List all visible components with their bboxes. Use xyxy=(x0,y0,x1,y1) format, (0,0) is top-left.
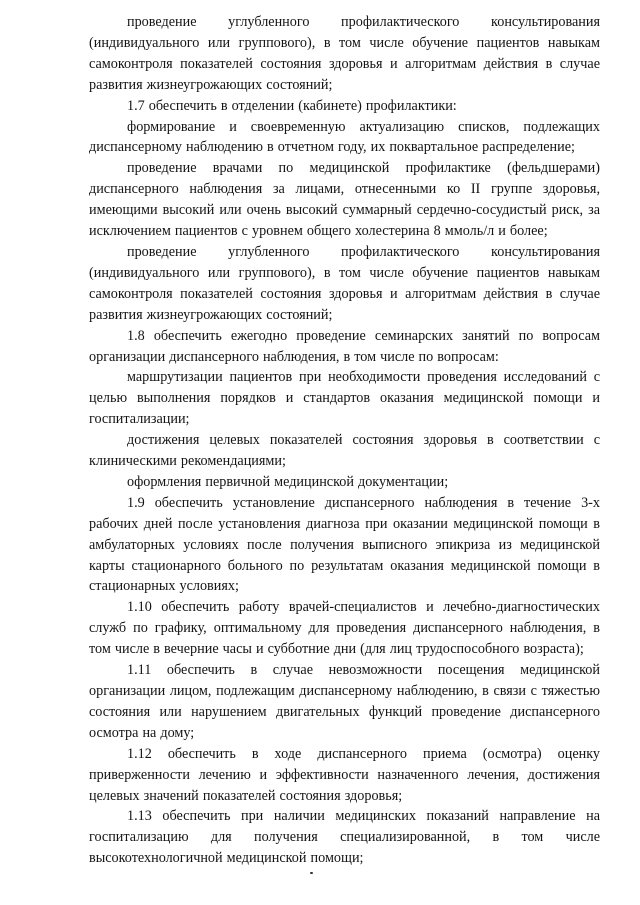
paragraph: 1.8 обеспечить ежегодно проведение семинарских занятий по вопросам организации диспансерного наблюдения, в том числе по вопросам: xyxy=(89,327,600,365)
paragraph: оформления первичной медицинской документации; xyxy=(127,473,449,490)
scan-speck xyxy=(310,872,313,874)
paragraph: проведение углубленного профилактического консультирования (индивидуального или группового), в том числе обучение пациентов навыкам самоконтроля показателей состояния здоровья и алгоритмам действия в случае развития жизнеугрожающих состояний; xyxy=(89,243,600,323)
paragraph: 1.11 обеспечить в случае невозможности посещения медицинской организации лицом, подлежащим диспансерному наблюдению, в связи с тяжестью состояния или нарушением двигательных функций проведение диспансерного осмотра на дому; xyxy=(89,662,600,741)
paragraph: 1.10 обеспечить работу врачей-специалистов и лечебно-диагностических служб по графику, оптимальному для проведения диспансерного наблюдения, в том числе в вечерние часы и субботние дни (для лиц трудоспособного возраста); xyxy=(89,599,600,658)
paragraph: 1.9 обеспечить установление диспансерного наблюдения в течение 3-х рабочих дней после установления диагноза при оказании медицинской помощи в амбулаторных условиях после получения выписного эпикриза из медицинской карты стационарного больного по результатам оказания медицинской помощи в стационарных условиях; xyxy=(89,494,600,595)
paragraph: проведение углубленного профилактического консультирования (индивидуального или группового), в том числе обучение пациентов навыкам самоконтроля показателей состояния здоровья и алгоритмам действия в случае развития жизнеугрожающих состояний; xyxy=(89,14,600,93)
paragraph: 1.12 обеспечить в ходе диспансерного приема (осмотра) оценку приверженности лечению и эффективности назначенного лечения, достижения целевых значений показателей состояния здоровья; xyxy=(89,745,600,804)
paragraph: 1.7 обеспечить в отделении (кабинете) профилактики: xyxy=(127,97,457,114)
paragraph: 1.13 обеспечить при наличии медицинских показаний направление на госпитализацию для получения специализированной, в том числе высокотехнологичной медицинской помощи; xyxy=(89,808,600,867)
paragraph: формирование и своевременную актуализацию списков, подлежащих диспансерному наблюдению в отчетном году, их поквартальное распределение; xyxy=(89,118,600,156)
paragraph: достижения целевых показателей состояния здоровья в соответствии с клиническими рекомендациями; xyxy=(89,432,600,470)
paragraph: проведение врачами по медицинской профилактике (фельдшерами) диспансерного наблюдения за лицами, отнесенными ко II группе здоровья, имеющими высокий или очень высокий суммарный сердечно-сосудистый риск, за исключением пациентов с уровнем общего холестерина 8 ммоль/л и более; xyxy=(89,160,600,240)
paragraph: маршрутизации пациентов при необходимости проведения исследований с целью выполнения порядков и стандартов оказания медицинской помощи и госпитализации; xyxy=(89,369,600,428)
